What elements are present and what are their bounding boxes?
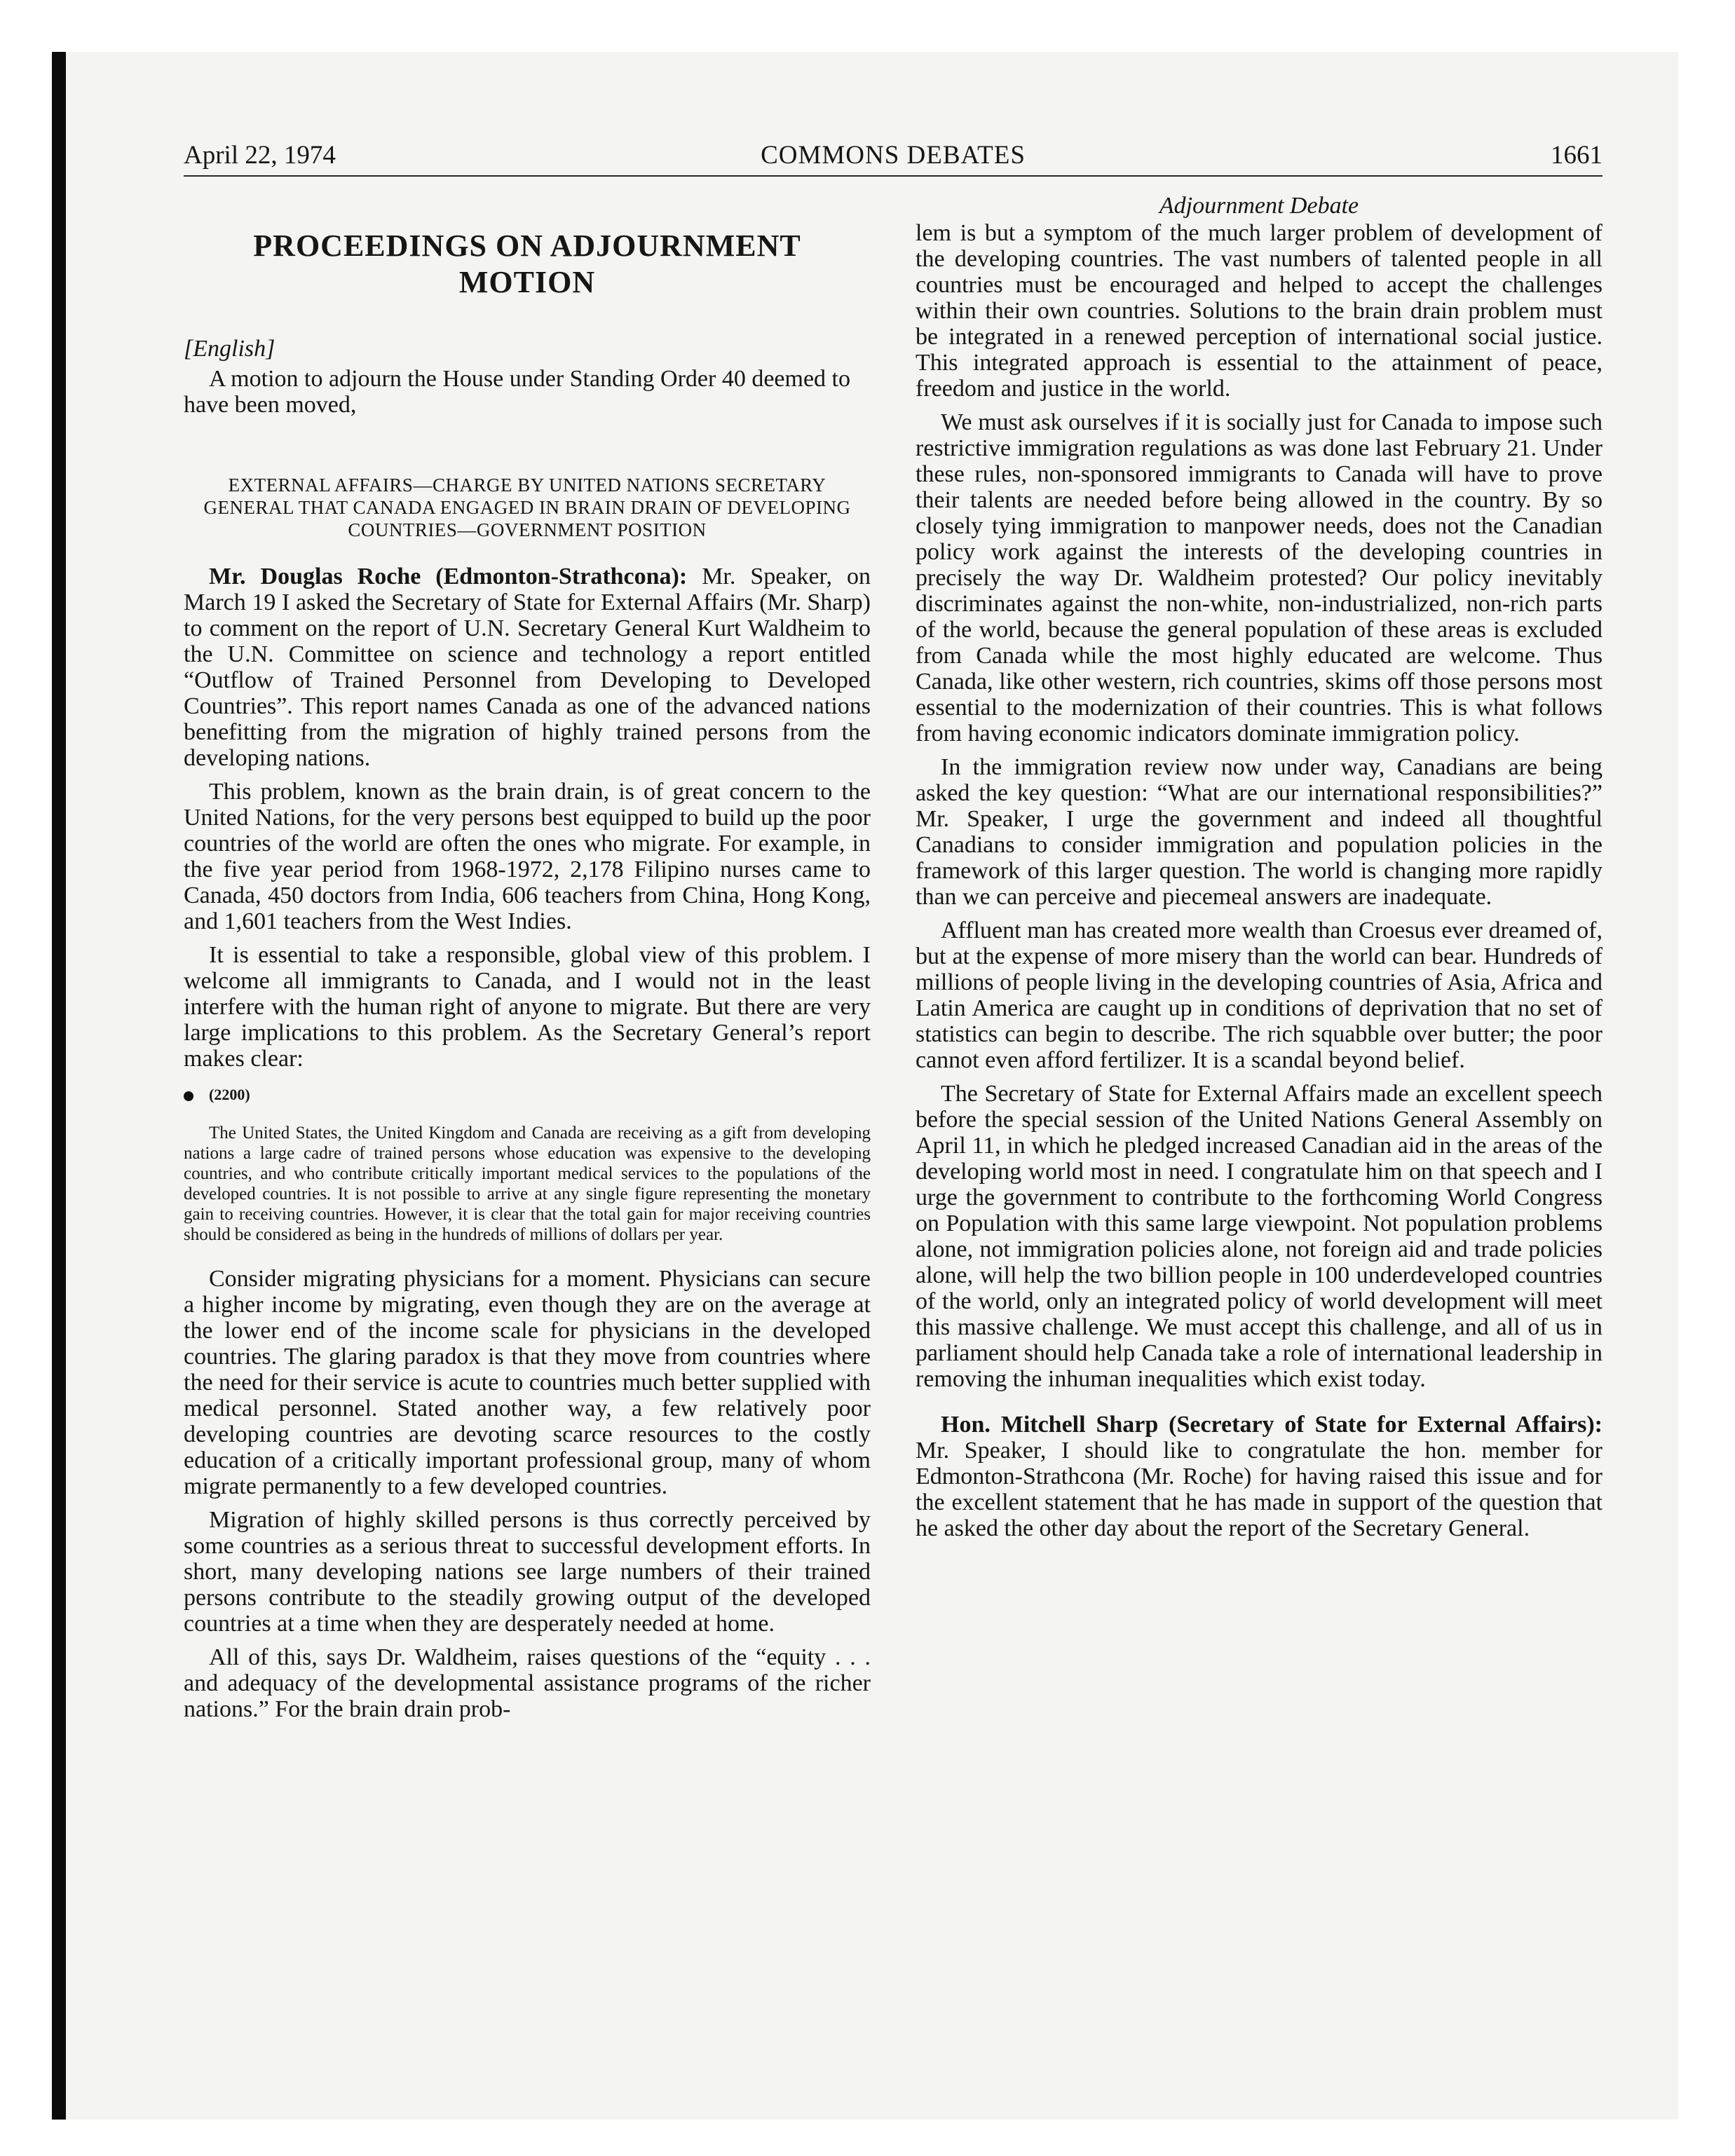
scan-edge: [52, 52, 66, 2120]
left-column: [184, 193, 871, 1730]
header-page-number: 1661: [1551, 141, 1603, 170]
paragraph-text: Mr. Speaker, I should like to congratulate the hon. member for Edmonton-Strathcona (Mr. Roche) for having raised this issue and for the excellent statement that he has made in support of the question that he asked the other day about the report of the Secretary General.: [916, 1438, 1603, 1541]
paragraph: It is essential to take a responsible, global view of this problem. I welcome all immigrants to Canada, and I would not in the least interfere with the human right of anyone to migrate. But there are very large implications to this problem. As the Secretary General’s report makes clear:: [184, 942, 871, 1072]
debate-heading: EXTERNAL AFFAIRS—CHARGE BY UNITED NATIONS SECRETARY GENERAL THAT CANADA ENGAGED IN BRAIN DRAIN OF DEVELOPING COUNTRIES—GOVERNMENT POSITION: [203, 475, 851, 540]
column-heading: Adjournment Debate: [1159, 193, 1359, 219]
language-tag: [English]: [184, 336, 275, 362]
paragraph-text: Mr. Speaker, on March 19 I asked the Secretary of State for External Affairs (Mr. Sharp) to comment on the report of U.N. Secretary General Kurt Waldheim to the U.N. Committee on science and technology a report entitled “Outflow of Trained Personnel from Developing to Developed Countries”. This report names Canada as one of the advanced nations benefitting from the migration of highly trained persons from the developing nations.: [184, 564, 871, 771]
paragraph: The Secretary of State for External Affairs made an excellent speech before the special session of the United Nations General Assembly on April 11, in which he pledged increased Canadian aid in the areas of the developing world most in need. I congratulate him on that speech and I urge the government to contribute to the forthcoming World Congress on Population with this same large viewpoint. Not population problems alone, not immigration policies alone, not foreign aid and trade policies alone, will help the two billion people in 100 underdeveloped countries of the world, only an integrated policy of world development will meet this massive challenge. We must accept this challenge, and all of us in parliament should help Canada take a role of international leadership in removing the inhuman inequalities which exist today.: [916, 1081, 1603, 1392]
header-date: April 22, 1974: [184, 141, 336, 170]
section-title: PROCEEDINGS ON ADJOURNMENT MOTION: [253, 228, 801, 299]
paragraph: In the immigration review now under way, Canadians are being asked the key question: “What are our international responsibilities?” Mr. Speaker, I urge the government and indeed all thoughtful Canadians to consider immigration and population policies in the framework of this larger question. The world is changing more rapidly than we can perceive and piecemeal answers are inadequate.: [916, 754, 1603, 910]
bullet-icon: [184, 1091, 193, 1101]
paragraph: [916, 1412, 1603, 1541]
paragraph: [184, 564, 871, 771]
right-column: [916, 193, 1603, 1549]
paragraph: Consider migrating physicians for a moment. Physicians can secure a higher income by migrating, even though they are on the average at the lower end of the income scale for physicians in the developed countries. The glaring paradox is that they move from countries where the need for their service is acute to countries much better supplied with medical personnel. Stated another way, a few relatively poor developing countries are devoting scarce resources to the costly education of a critically important professional group, many of whom migrate permanently to a few developed countries.: [184, 1266, 871, 1499]
speaker-name: Hon. Mitchell Sharp (Secretary of State for External Affairs):: [941, 1412, 1603, 1438]
speaker-name: Mr. Douglas Roche (Edmonton-Strathcona):: [209, 564, 688, 589]
block-quote: The United States, the United Kingdom and Canada are receiving as a gift from developing nations a large cadre of trained persons whose education was expensive to the developing countries, and who contribute critically important medical services to the populations of the developed countries. It is not possible to arrive at any single figure representing the monetary gain to receiving countries. However, it is clear that the total gain for major receiving countries should be considered as being in the hundreds of millions of dollars per year.: [184, 1124, 871, 1244]
running-head: [184, 140, 1603, 177]
paragraph: Affluent man has created more wealth than Croesus ever dreamed of, but at the expense of more misery than the world can bear. Hundreds of millions of people living in the developing countries of Asia, Africa and Latin America are caught up in conditions of deprivation that no set of statistics can begin to describe. The rich squabble over butter; the poor cannot even afford fertilizer. It is a scandal beyond belief.: [916, 917, 1603, 1073]
paragraph: We must ask ourselves if it is socially just for Canada to impose such restrictive immigration regulations as was done last February 21. Under these rules, non-sponsored immigrants to Canada will have to prove their talents are needed before being allowed in the country. By so closely tying immigration to manpower needs, does not the Canadian policy work against the interests of the developing countries in precisely the way Dr. Waldheim protested? Our policy inevitably discriminates against the non-white, non-industrialized, non-rich parts of the world, because the general population of these areas is excluded from Canada while the most highly educated are welcome. Thus Canada, like other western, rich countries, skims off those persons most essential to the modernization of their countries. This is what follows from having economic indicators dominate immigration policy.: [916, 409, 1603, 746]
time-mark: [184, 1082, 871, 1107]
header-publication: COMMONS DEBATES: [761, 141, 1026, 170]
time-mark-label: (2200): [209, 1086, 250, 1103]
paragraph: Migration of highly skilled persons is thus correctly perceived by some countries as a serious threat to successful development efforts. In short, many developing nations see large numbers of their trained persons contribute to the steadily growing output of the developed countries at a time when they are desperately needed at home.: [184, 1507, 871, 1637]
paragraph: This problem, known as the brain drain, is of great concern to the United Nations, for the very persons best equipped to build up the poor countries of the world are often the ones who migrate. For example, in the five year period from 1968-1972, 2,178 Filipino nurses came to Canada, 450 doctors from India, 606 teachers from China, Hong Kong, and 1,601 teachers from the West Indies.: [184, 779, 871, 934]
motion-text: A motion to adjourn the House under Standing Order 40 deemed to have been moved,: [184, 366, 850, 418]
paragraph: All of this, says Dr. Waldheim, raises questions of the “equity . . . and adequacy of the developmental assistance programs of the richer nations.” For the brain drain prob-: [184, 1644, 871, 1722]
paragraph: lem is but a symptom of the much larger problem of development of the developing countries. The vast numbers of talented people in all countries must be encouraged and helped to accept the challenges within their own countries. Solutions to the brain drain problem must be integrated in a renewed perception of international social justice. This integrated approach is essential to the attainment of peace, freedom and justice in the world.: [916, 220, 1603, 402]
